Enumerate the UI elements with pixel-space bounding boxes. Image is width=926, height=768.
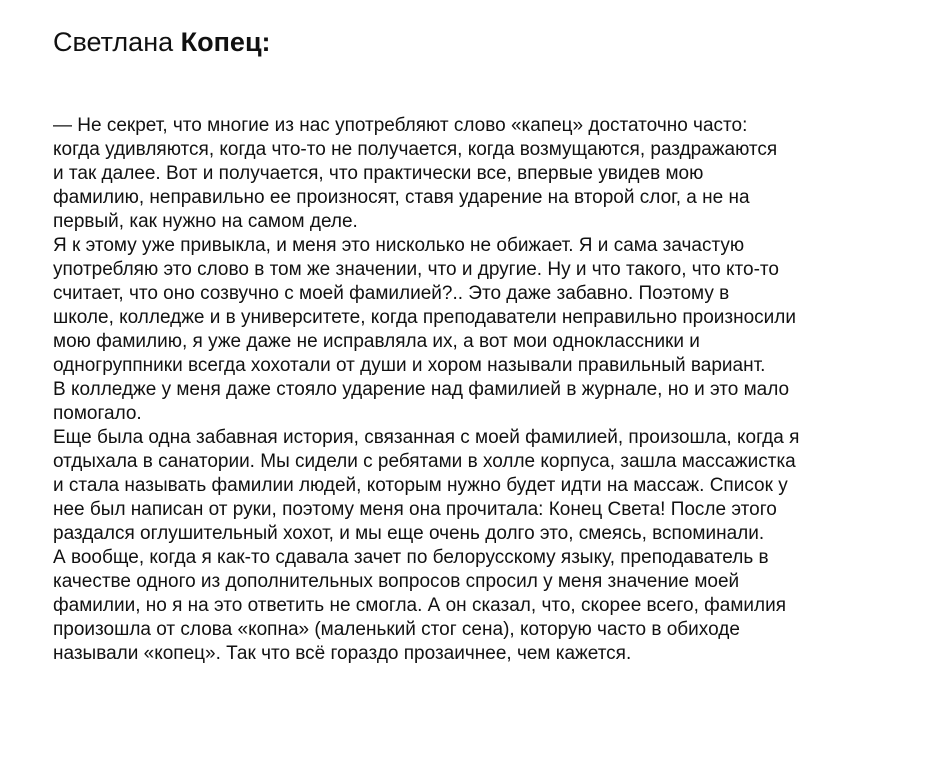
text-line: употребляю это слово в том же значении, что и другие. Ну и что такого, что кто-то (53, 259, 779, 280)
text-line: раздался оглушительный хохот, и мы еще очень долго это, смеясь, вспоминали. (53, 523, 765, 544)
text-line: качестве одного из дополнительных вопросов спросил у меня значение моей (53, 571, 740, 592)
text-line: нее был написан от руки, поэтому меня она прочитала: Конец Света! После этого (53, 499, 777, 520)
text-line: мою фамилию, я уже даже не исправляла их, а вот мои одноклассники и (53, 331, 700, 352)
article (53, 0, 883, 666)
text-line: и так далее. Вот и получается, что практически все, впервые увидев мою (53, 163, 704, 184)
article-body (53, 114, 883, 666)
text-line: называли «копец». Так что всё гораздо прозаичнее, чем кажется. (53, 643, 632, 664)
page-title (53, 0, 883, 58)
text-line: когда удивляются, когда что-то не получается, когда возмущаются, раздражаются (53, 139, 778, 160)
text-line: В колледже у меня даже стояло ударение над фамилией в журнале, но и это мало (53, 379, 790, 400)
text-line: А вообще, когда я как-то сдавала зачет по белорусскому языку, преподаватель в (53, 547, 769, 568)
text-line: отдыхала в санатории. Мы сидели с ребятами в холле корпуса, зашла массажистка (53, 451, 796, 472)
text-line: фамилию, неправильно ее произносят, ставя ударение на второй слог, а не на (53, 187, 750, 208)
author-surname: Копец: (180, 27, 271, 57)
paragraph-4 (53, 426, 883, 546)
text-line: и стала называть фамилии людей, которым нужно будет идти на массаж. Список у (53, 475, 788, 496)
text-line: произошла от слова «копна» (маленький стог сена), которую часто в обиходе (53, 619, 740, 640)
paragraph-5 (53, 546, 883, 666)
text-line: считает, что оно созвучно с моей фамилией?.. Это даже забавно. Поэтому в (53, 283, 730, 304)
text-line: — Не секрет, что многие из нас употребляют слово «капец» достаточно часто: (53, 115, 748, 136)
text-line: помогало. (53, 403, 142, 424)
text-line: школе, колледже и в университете, когда преподаватели неправильно произносили (53, 307, 796, 328)
paragraph-2 (53, 234, 883, 378)
paragraph-3 (53, 378, 883, 426)
text-line: Я к этому уже привыкла, и меня это нисколько не обижает. Я и сама зачастую (53, 235, 745, 256)
text-line: фамилии, но я на это ответить не смогла. А он сказал, что, скорее всего, фамилия (53, 595, 786, 616)
paragraph-1 (53, 114, 883, 234)
text-line: первый, как нужно на самом деле. (53, 211, 358, 232)
author-first-name: Светлана (53, 27, 174, 57)
text-line: одногруппники всегда хохотали от души и хором называли правильный вариант. (53, 355, 766, 376)
text-line: Еще была одна забавная история, связанная с моей фамилией, произошла, когда я (53, 427, 800, 448)
